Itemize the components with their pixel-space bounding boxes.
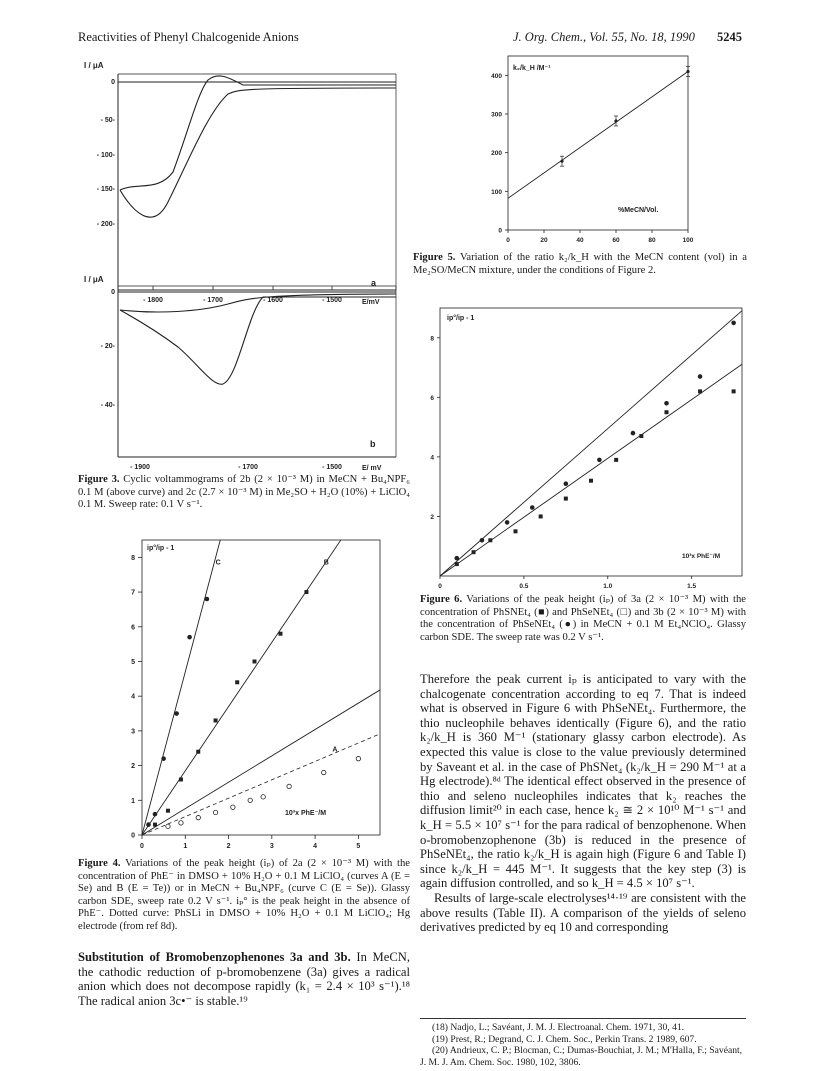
figure3-voltammograms xyxy=(78,52,418,470)
fig5-xtick-label: 0 xyxy=(506,237,510,244)
fig5-point xyxy=(686,70,689,73)
fig6-point xyxy=(539,514,543,518)
fig5-ytick-label: 400 xyxy=(491,72,502,80)
figure3-caption-label: Figure 3. xyxy=(78,474,120,485)
fig6-point xyxy=(488,538,492,542)
fig5-xlabel: %MeCN/Vol. xyxy=(618,207,659,214)
figure3-caption-text: Cyclic voltammograms of 2b (2 × 10⁻³ M) in MeCN + Bu₄NPF₆ 0.1 M (above curve) and 2c (2.7 × 10⁻³ M) in Me₂SO + H₂O (10%) + LiClO₄ 0.1 M. Sweep rate: 0.1 V s⁻¹. xyxy=(78,474,410,511)
fig4-point-A xyxy=(213,810,217,814)
fig3b-ytick: - 20- xyxy=(100,343,115,350)
fig4-ylabel: ip°/ip - 1 xyxy=(147,545,175,552)
fig5-xtick-label: 60 xyxy=(612,237,620,244)
fig4-point-C xyxy=(153,812,158,817)
col1-text: In MeCN, the cathodic reduction of p-bromobenzene (3a) gives a radical anion which does not decompose rapidly (k₁ = 2.4 × 10³ s⁻¹).¹⁸ The radical anion 3c•⁻ is stable.¹⁹ xyxy=(78,950,410,1008)
fig5-ytick-label: 300 xyxy=(491,111,502,119)
fig3b-ytick: 0 xyxy=(111,289,115,296)
fig6-point xyxy=(698,389,702,393)
col2-body xyxy=(420,672,746,935)
fig3b-forward-curve xyxy=(120,297,396,384)
figure4-caption-text: Variations of the peak height (iₚ) of 2a (2 × 10⁻³ M) with the concentration of PhE⁻ in DMSO + 10% H₂O + 0.1 M LiClO₄ (curves A (E = Se) and B (E = Te)) or in MeCN + Bu₄NPF₆ (curve C (E = Se)). Glassy carbon SDE, sweep rate 0.2 V s⁻¹. iₚ° is the peak height in the absence of PhE⁻. Dotted curve: PhSLi in DMSO + 10% H₂O + 0.1 M LiClO₄; Hg electrode (from ref 8d). xyxy=(78,858,410,932)
fig4-point-C xyxy=(161,756,166,761)
fig3b-xtick: - 1500 xyxy=(322,464,342,470)
fig4-ytick-label: 2 xyxy=(131,763,135,771)
fig4-dotted-line xyxy=(142,734,380,835)
section-heading: Substitution of Bromobenzophenones 3a and 3b. xyxy=(78,950,351,964)
fig3a-xtick: - 1600 xyxy=(263,297,283,304)
fig4-ytick-label: 4 xyxy=(131,693,135,701)
fig5-xtick-label: 20 xyxy=(540,237,548,244)
fig4-point-B xyxy=(253,659,257,663)
fig6-fit-line xyxy=(440,364,742,576)
fig6-point xyxy=(564,481,569,486)
fig3b-ylabel: I / μA xyxy=(84,275,104,284)
fig3a-ytick: - 100- xyxy=(96,152,115,159)
fig6-point xyxy=(505,520,510,525)
fig5-fit-line xyxy=(508,71,688,198)
fig4-point-B xyxy=(166,809,170,813)
fig4-ytick-label: 0 xyxy=(131,832,135,840)
fig6-xlabel: 10³x PhE⁻/M xyxy=(682,553,721,560)
fig3a-xtick: - 1800 xyxy=(143,297,163,304)
figure4-chart xyxy=(120,530,390,860)
fig5-xtick-label: 40 xyxy=(576,237,584,244)
fig3a-ytick: 0 xyxy=(111,79,115,86)
fig3a-xlabel: E/mV xyxy=(362,299,380,306)
fig3b-xtick: - 1900 xyxy=(130,464,150,470)
fig6-xtick-label: 1.5 xyxy=(687,583,697,590)
fig6-point xyxy=(514,529,518,533)
fig3a-ytick: - 50- xyxy=(100,117,115,124)
fig5-xtick-label: 100 xyxy=(682,237,694,244)
fig4-point-A xyxy=(356,756,360,760)
fig3a-xtick: - 1500 xyxy=(322,297,342,304)
fig3a-reverse-curve xyxy=(120,88,396,217)
col2-paragraph-1: Therefore the peak current iₚ is anticipated to vary with the chalcogenate concentration according to eq 7. That is indeed what is observed in Figure 6 with PhSeNEt₄. Furthermore, the thio nucleophile behaves identically (Figure 6), and the ratio k₂/k_H is 360 M⁻¹ (stationary glassy carbon electrode). As expected this value is close to the value previously determined by Saveant et al. in the case of PhSNet₄ (k₂/k_H = 290 M⁻¹ at a Hg electrode).⁸ᵈ The identical effect observed in the presence of thio and seleno nucleophiles indicates that k₂ reaches the diffusion limit²⁰ in each case, hence k₂ ≅ 2 × 10¹⁰ M⁻¹ s⁻¹ and k_H = 5.5 × 10⁷ s⁻¹ for the para radical of benzophenone. When o-bromobenzophenone (3b) is reduced in the presence of PhSeNEt₄, the ratio k₂/k_H is again high (Figure 6 and Table I) since k₂/k_H = 445 M⁻¹. It suggests that the key step (3) is again diffusion controlled, and so k_H = 4.5 × 10⁷ s⁻¹. xyxy=(420,672,746,891)
fig4-point-A xyxy=(287,784,291,788)
fig6-point xyxy=(665,410,669,414)
page-number: 5245 xyxy=(717,30,742,44)
fig4-series-label: B xyxy=(323,559,329,567)
col2-paragraph-2: Results of large-scale electrolyses¹⁴·¹⁹ are consistent with the above results (Table II). A comparison of the yields of seleno derivatives predicted by eq 10 and corresponding xyxy=(420,890,746,935)
col1-paragraph xyxy=(78,950,410,1008)
fig6-point xyxy=(530,505,535,510)
fig6-point xyxy=(698,374,703,379)
fig6-point xyxy=(732,389,736,393)
fig4-ytick-label: 3 xyxy=(131,728,135,736)
fig4-series-label: A xyxy=(332,746,338,754)
fig4-point-C xyxy=(146,822,151,827)
fig4-ytick-label: 7 xyxy=(131,589,135,597)
running-head: Reactivities of Phenyl Chalcogenide Anions xyxy=(78,30,299,44)
fig3a-ylabel: I / μA xyxy=(84,61,104,70)
figure5-chart xyxy=(470,50,710,250)
fig3b-xlabel: E/ mV xyxy=(362,465,382,470)
fig4-xtick-label: 4 xyxy=(313,843,318,850)
fig3a-panel-label: a xyxy=(371,278,377,288)
fig4-xtick-label: 0 xyxy=(140,843,144,850)
figure5-caption-text: Variation of the ratio k₂/k_H with the MeCN content (vol) in a Me₂SO/MeCN mixture, under the conditions of Figure 2. xyxy=(413,252,747,276)
fig6-point xyxy=(589,479,593,483)
fig4-point-C xyxy=(174,711,179,716)
fig5-ytick-label: 0 xyxy=(498,227,502,235)
fig4-point-A xyxy=(248,798,252,802)
figure6-chart xyxy=(420,300,750,595)
fig4-point-B xyxy=(235,680,239,684)
figure5-caption-label: Figure 5. xyxy=(413,252,456,263)
fig6-point xyxy=(454,556,459,561)
fig6-point xyxy=(614,458,618,462)
fig4-point-B xyxy=(278,632,282,636)
fig4-ytick-label: 8 xyxy=(131,554,135,562)
fig4-fit-line-B xyxy=(142,540,341,835)
fig4-frame xyxy=(142,540,380,835)
fig3a-ytick: - 200- xyxy=(96,221,115,228)
fig6-ytick-label: 4 xyxy=(430,454,434,462)
fig6-fit-line xyxy=(440,311,742,576)
fig4-xtick-label: 2 xyxy=(226,843,231,850)
fig4-point-B xyxy=(196,750,200,754)
figure4-caption xyxy=(78,858,410,934)
fig4-point-A xyxy=(196,815,200,819)
fig5-ytick-label: 100 xyxy=(491,188,502,196)
figure4-caption-label: Figure 4. xyxy=(78,858,121,869)
fig6-point xyxy=(731,321,736,326)
fig4-ytick-label: 1 xyxy=(131,797,135,805)
fig5-point xyxy=(560,160,563,163)
fig4-point-B xyxy=(304,590,308,594)
fig3b-ytick: - 40- xyxy=(100,402,115,409)
fig6-point xyxy=(597,458,602,463)
fig6-ytick-label: 8 xyxy=(430,335,434,343)
fig6-point xyxy=(455,562,459,566)
fig6-point xyxy=(639,434,643,438)
fig4-point-A xyxy=(261,795,265,799)
fig6-ylabel: ip°/ip - 1 xyxy=(447,315,475,322)
fig6-point xyxy=(472,550,476,554)
figure6-caption-text: Variations of the peak height (iₚ) of 3a (2 × 10⁻³ M) with the concentration of PhSNEt₄ (■) and PhSeNEt₄ (□) and 3b (2 × 10⁻³ M) with the concentration of PhSeNEt₄ (●) in MeCN + 0.1 M Et₄NClO₄. Glassy carbon SDE. The sweep rate was 0.2 V s⁻¹. xyxy=(420,594,746,643)
fig3a-forward-curve xyxy=(120,76,396,190)
fig4-point-A xyxy=(322,770,326,774)
fig6-xtick-label: 0 xyxy=(438,583,442,590)
fig4-series-label: C xyxy=(215,559,221,567)
fig4-xtick-label: 3 xyxy=(269,843,274,850)
fig6-ytick-label: 6 xyxy=(430,394,434,402)
fig4-point-C xyxy=(205,597,210,602)
fig4-point-A xyxy=(231,805,235,809)
fig4-xlabel: 10³x PhE⁻/M xyxy=(285,810,327,817)
journal-citation: J. Org. Chem., Vol. 55, No. 18, 1990 xyxy=(513,30,695,44)
fig6-xtick-label: 1.0 xyxy=(603,583,613,590)
footnote-rule xyxy=(420,1018,746,1019)
fig6-xtick-label: 0.5 xyxy=(519,583,529,590)
fig5-ylabel: k₂/k_H /M⁻¹ xyxy=(513,65,551,72)
fig5-xtick-label: 80 xyxy=(648,237,656,244)
fig4-point-B xyxy=(179,777,183,781)
figure6-caption xyxy=(420,594,746,644)
fig5-ytick-label: 200 xyxy=(491,150,502,158)
fig4-ytick-label: 6 xyxy=(131,624,135,632)
reference-19: (19) Prest, R.; Degrand, C. J. Chem. Soc., Perkin Trans. 2 1989, 607. xyxy=(432,1033,697,1045)
fig6-ytick-label: 2 xyxy=(430,513,434,521)
reference-18: (18) Nadjo, L.; Savéant, J. M. J. Electroanal. Chem. 1971, 30, 41. xyxy=(432,1022,685,1033)
fig5-point xyxy=(614,119,617,122)
fig6-point xyxy=(664,401,669,406)
figure3-panel-b xyxy=(84,275,396,470)
figure3-caption xyxy=(78,474,410,512)
fig6-point xyxy=(564,497,568,501)
fig4-ytick-label: 5 xyxy=(131,658,135,666)
figure3-panel-a xyxy=(84,61,396,306)
reference-20: (20) Andrieux, C. P.; Blocman, C.; Dumas-Bouchiat, J. M.; M'Halla, F.; Savéant, J. M. J. Am. Chem. Soc. 1980, 102, 3806. xyxy=(420,1045,743,1068)
figure6-caption-label: Figure 6. xyxy=(420,594,463,605)
fig4-fit-line-C xyxy=(142,540,220,835)
fig5-frame xyxy=(508,56,688,230)
fig3a-xtick: - 1700 xyxy=(203,297,223,304)
fig6-point xyxy=(631,431,636,436)
fig6-point xyxy=(480,538,485,543)
figure5-caption xyxy=(413,252,747,277)
fig4-point-B xyxy=(153,823,157,827)
fig3b-xtick: - 1700 xyxy=(238,464,258,470)
fig4-xtick-label: 5 xyxy=(356,843,361,850)
fig3a-ytick: - 150- xyxy=(96,186,115,193)
fig4-xtick-label: 1 xyxy=(183,843,188,850)
references xyxy=(420,1022,746,1068)
fig4-point-B xyxy=(214,718,218,722)
fig4-point-C xyxy=(187,635,192,640)
fig4-point-A xyxy=(179,821,183,825)
fig3b-panel-label: b xyxy=(370,439,376,449)
fig4-point-A xyxy=(166,824,170,828)
